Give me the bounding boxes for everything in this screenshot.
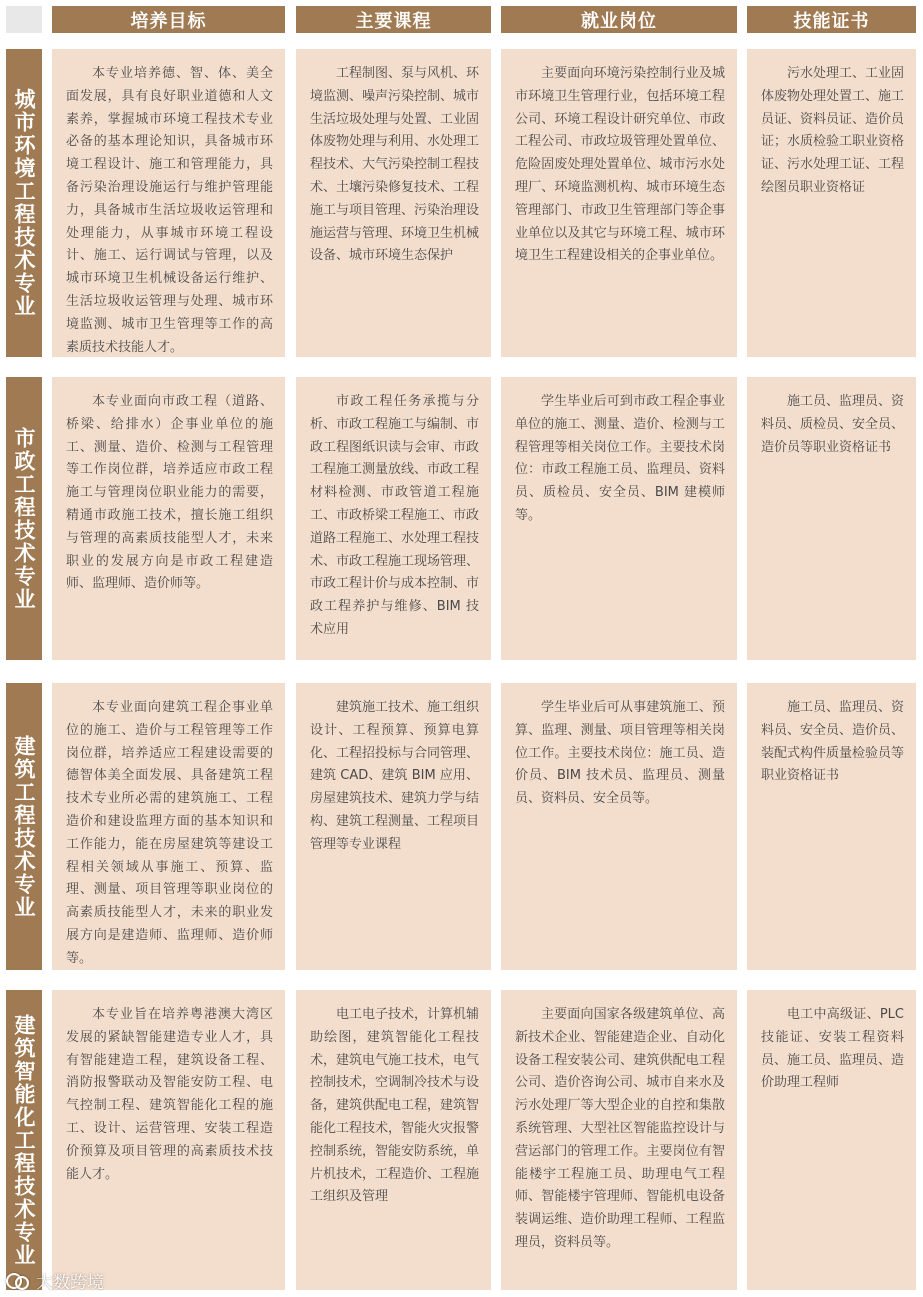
- jobs-cell: 学生毕业后可到市政工程企事业单位的施工、测量、造价、检测与工程管理等相关岗位工作。主要技术岗位：市政工程施工员、监理员、资料员、质检员、安全员、BIM 建模师等。: [501, 377, 737, 660]
- watermark-text: 大数跨境: [36, 1272, 104, 1293]
- header-jobs: 就业岗位: [501, 6, 737, 33]
- watermark: [6, 1268, 104, 1292]
- header-goal: 培养目标: [52, 6, 285, 33]
- certs-cell: 施工员、监理员、资料员、安全员、造价员、装配式构件质量检验员等职业资格证书: [747, 683, 916, 970]
- header-courses: 主要课程: [296, 6, 491, 33]
- watermark-logo-icon: [6, 1271, 32, 1289]
- certs-cell: 电工中高级证、PLC 技能证、安装工程资料员、施工员、监理员、造价助理工程师: [747, 990, 916, 1290]
- goal-cell: 本专业培养德、智、体、美全面发展，具有良好职业道德和人文素养，掌握城市环境工程技术专业必备的基本理论知识，具备城市环境工程设计、施工和管理能力，具备污染治理设施运行与维护管理能力，具备城市生活垃圾收运管理和处理能力，从事城市环境工程设计、施工、运行调试与管理，以及城市环境卫生机械设备运行维护、生活垃圾收运管理与处理、城市环境监测、城市卫生管理等工作的高素质技术技能人才。: [52, 49, 285, 357]
- certs-cell: 污水处理工、工业固体废物处理处置工、施工员证、资料员证、造价员证；水质检验工职业资格证、污水处理工证、工程绘图员职业资格证: [747, 49, 916, 357]
- goal-cell: 本专业面向建筑工程企事业单位的施工、造价与工程管理等工作岗位群，培养适应工程建设需要的德智体美全面发展、具备建筑工程技术专业所必需的建筑施工、工程造价和建设监理方面的基本知识和工作能力，能在房屋建筑等建设工程相关领域从事施工、预算、监理、测量、项目管理等职业岗位的高素质技能型人才，未来的职业发展方向是建造师、监理师、造价师等。: [52, 683, 285, 970]
- courses-cell: 电工电子技术，计算机辅助绘图，建筑智能化工程技术，建筑电气施工技术，电气控制技术，空调制冷技术与设备，建筑供配电工程，建筑智能化工程技术，智能火灾报警控制系统，智能安防系统，单片机技术，工程造价、工程施工组织及管理: [296, 990, 491, 1290]
- major-label: 城市环境工程技术专业: [6, 49, 42, 357]
- major-label: 建筑智能化工程技术专业: [6, 990, 42, 1290]
- courses-cell: 建筑施工技术、施工组织设计、工程预算、预算电算化、工程招投标与合同管理、建筑 CAD、建筑 BIM 应用、房屋建筑技术、建筑力学与结构、建筑工程测量、工程项目管理等专业课程: [296, 683, 491, 970]
- certs-cell: 施工员、监理员、资料员、质检员、安全员、造价员等职业资格证书: [747, 377, 916, 660]
- header-corner: [6, 6, 42, 33]
- jobs-cell: 主要面向国家各级建筑单位、高新技术企业、智能建造企业、自动化设备工程安装公司、建筑供配电工程公司、造价咨询公司、城市自来水及污水处理厂等大型企业的自控和集散系统管理、大型社区智能监控设计与营运部门的管理工作。主要岗位有智能楼宇工程施工员、助理电气工程师、智能楼宇管理师、智能机电设备装调运维、造价助理工程师、工程监理员，资料员等。: [501, 990, 737, 1290]
- jobs-cell: 主要面向环境污染控制行业及城市环境卫生管理行业，包括环境工程公司、环境工程设计研究单位、市政工程公司、市政垃圾管理处置单位、危险固废处理处置单位、城市污水处理厂、环境监测机构、城市环境生态管理部门、市政卫生管理部门等企事业单位以及其它与环境工程、城市环境卫生工程建设相关的企事业单位。: [501, 49, 737, 357]
- jobs-cell: 学生毕业后可从事建筑施工、预算、监理、测量、项目管理等相关岗位工作。主要技术岗位：施工员、造价员、BIM 技术员、监理员、测量员、资料员、安全员等。: [501, 683, 737, 970]
- courses-cell: 市政工程任务承揽与分析、市政工程施工与编制、市政工程图纸识读与会审、市政工程施工测量放线、市政工程材料检测、市政管道工程施工、市政桥梁工程施工、市政道路工程施工、水处理工程技术、市政工程施工现场管理、市政工程计价与成本控制、市政工程养护与维修、BIM 技术应用: [296, 377, 491, 660]
- major-label: 建筑工程技术专业: [6, 683, 42, 970]
- major-label: 市政工程技术专业: [6, 377, 42, 660]
- goal-cell: 本专业面向市政工程（道路、桥梁、给排水）企事业单位的施工、测量、造价、检测与工程管理等工作岗位群，培养适应市政工程施工与管理岗位职业能力的需要，精通市政施工技术，擅长施工组织与管理的高素质技能型人才，未来职业的发展方向是市政工程建造师、监理师、造价师等。: [52, 377, 285, 660]
- courses-cell: 工程制图、泵与风机、环境监测、噪声污染控制、城市生活垃圾处理与处置、工业固体废物处理与利用、水处理工程技术、大气污染控制工程技术、土壤污染修复技术、工程施工与项目管理、污染治理设施运营与管理、环境卫生机械设备、城市环境生态保护: [296, 49, 491, 357]
- goal-cell: 本专业旨在培养粤港澳大湾区发展的紧缺智能建造专业人才，具有智能建造工程，建筑设备工程、消防报警联动及智能安防工程、电气控制工程、建筑智能化工程的施工、设计、运营管理、安装工程造价预算及项目管理的高素质技术技能人才。: [52, 990, 285, 1290]
- header-certs: 技能证书: [747, 6, 916, 33]
